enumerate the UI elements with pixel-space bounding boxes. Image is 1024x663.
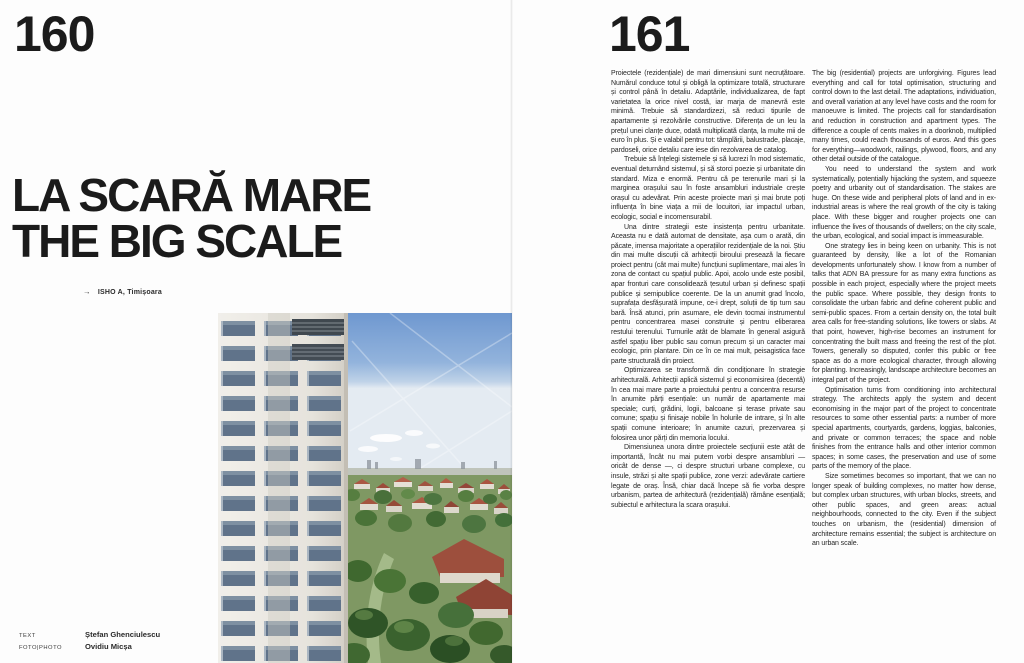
cityscape (338, 459, 512, 663)
project-label: ISHO A, Timișoara (97, 289, 162, 296)
tower-aerial-photo (218, 313, 512, 663)
column-english (812, 69, 996, 549)
credit-label-photo: FOTO|PHOTO (19, 644, 63, 651)
article-title (12, 169, 371, 267)
paragraph: The big (residential) projects are unforgiving. Figures lead everything and call for total optimisation, structuring and control down to the last detail. The adaptations, individuation, and overall variation at any level have costs and the room for manoeuvre is limited. The projects call for standardisation and reduction in construction and apartment types. The difference a couple of cents makes in a doorknob, multiplied many times, could reach thousands of euros. And this goes for everything—woodwork, railings, plywood, floors, and any other detail outside of the catalogue. (812, 70, 996, 164)
credit-label-text: TEXT (19, 633, 36, 639)
credit-author-photo: Ovidiu Micșa (85, 641, 132, 651)
credit-row-photo (19, 642, 160, 654)
spread-gutter (510, 0, 513, 663)
page-number-right: 161 (609, 6, 690, 62)
paragraph: Optimisation turns from conditioning into architectural strategy. The architects apply the system and decent economising in the major part of the project to concentrate resources to some other essential parts: a number of more special apartments, courtyards, gardens, loggias, balconies, and private or common terraces; the space and noble finishes from the entrance halls and other interior common spaces; in some cases, the preservation and use of some parts of the memory of the place. (812, 386, 996, 471)
title-line-romanian: LA SCARĂ MARE (12, 169, 371, 221)
paragraph: Optimizarea se transformă din condiționare în strategie arhitecturală. Arhitecții aplică sistemul și economisirea (decentă) în cea mai mare parte a proiectului pentru a concentra resurse în anumite părți esențiale: un număr de apartamente mai speciale; curți, grădini, logii, balcoane și terase private sau comune; spațiu și finisaje nobile în holurile de intrare, și în alte spații comune interioare; în anumite cazuri, prezervarea și folosirea unor părți din memoria locului. (611, 367, 805, 442)
arrow-icon: → (83, 287, 91, 296)
paragraph: Proiectele (rezidențiale) de mari dimensiuni sunt necruțătoare. Numărul conduce totul și obligă la optimizare totală, structurare și control până în detaliu. Adaptările, individualizarea, de fapt varietatea la orice nivel costă, iar marja de manevră este minimă. Trebuie să standardizezi, să reduci tipurile de apartamente și rezolvările constructive. Diferența de un leu la prețul unei clanțe duce, odată multiplicată clanța, la multe mii de euro în plus. Și e valabil pentru tot: tâmplării, balustrade, placaje, pardoseli, orice detaliu care iese din rezolvarea de catalog. (611, 70, 805, 154)
title-line-english: THE BIG SCALE (12, 215, 342, 267)
page-number-left: 160 (14, 6, 95, 62)
paragraph: Size sometimes becomes so important, that we can no longer speak of building complexes, no matter how dense, but complex urban structures, with urban blocks, streets, and other public spaces, and green areas: actual neighbourhoods, connected to the city. Even if the subject touches on urbanism, the (residential) dimension of architecture remains essential; the subject is architecture on an urban scale. (812, 472, 996, 548)
paragraph: One strategy lies in being keen on urbanity. This is not guaranteed by density, like a lot of the Romanian developments unfortunately show. I know from a number of talks that ADN BA pressure for as many extra functions as possible in each project, especially where the project meets the public space. Where possible, they design fronts to consolidate the urban fabric and define coherent public and semi-public spaces. From a certain density on, the total built area calls for free-standing solutions, like towers or slabs. At that point, however, high-rise becomes an instrument for concentrating the built mass and freeing the rest of the plot. Towers, generally so disputed, confer this public or free space as do a more ecological character, through allowing for planting. Increasingly, landscape architecture becomes an integral part of the project. (812, 242, 996, 384)
credits-block (19, 630, 160, 653)
project-reference (83, 287, 162, 296)
column-romanian (611, 69, 805, 510)
credit-row-text (19, 630, 160, 642)
tower-building (218, 313, 348, 663)
paragraph: Una dintre strategii este insistența pentru urbanitate. Aceasta nu e dată automat de densitate, așa cum o arată, din păcate, imensa majoritate a operațiilor rezidențiale de la noi. Știu din mai multe discuții că arhitecții biroului presează la fiecare proiect pentru (cât mai multe) funcțiuni suplimentare, mai ales în zona de contact cu spațiul public. Apoi, acolo unde este posibil, apar fronturi care consolidează țesutul urban și definesc spații publice și semipublice coerente. De la un anumit grad încolo, suprafața desfășurată impune, ce-i drept, soluții de tip turn sau bară. Însă atunci, prin asumare, ele devin tocmai instrumentul pentru concentrarea masei construite și pentru eliberarea restului terenului. Turnurile atât de blamate în general asigură astfel spațiu liber public sau comun precum și un caracter mai ecologic, prin plantare. Din ce în ce mai mult, peisagistica face parte structurală din proiect. (611, 223, 805, 365)
credit-author-text: Ștefan Ghenciulescu (85, 630, 161, 639)
paragraph: Dimensiunea unora dintre proiectele secțiunii este atât de importantă, încât nu mai putem vorbi despre ansambluri — oricât de dense —, ci despre structuri urbane complexe, cu insule, străzi și alte spații publice, zone verzi: adevărate cartiere legate de oraș. Însă, chiar dacă începe să fie vorba despre urbanism, partea de arhitectură (rezidențială) rămâne esențială; subiectul e arhitectura la scara orașului. (611, 444, 805, 509)
paragraph: Trebuie să înțelegi sistemele și să lucrezi în mod sistematic, eventual deturnând sistemul, și să storci poezie și urbanitate din standard. Miza e enormă. Pentru că pe terenurile mari și la marginea orașului sau în foste ansambluri industriale crește orașul cu adevărat. Prin aceste proiecte mari și mai brute poți influența în bine viața a mii de locuitori, iar impactul urban, ecologic, social e incomensurabil. (611, 156, 805, 221)
paragraph: You need to understand the system and work systematically, potentially hijacking the system, and squeeze poetry and urbanity out of standardisation. The stakes are huge. On these wide and peripheral plots of land and in ex-industrial areas is where the real growth of the city is taking place. With these bigger and rougher projects one can influence the lives of thousands of dwellers; on the city scale, the urban, ecological, and social impact is immeasurable. (812, 165, 996, 241)
